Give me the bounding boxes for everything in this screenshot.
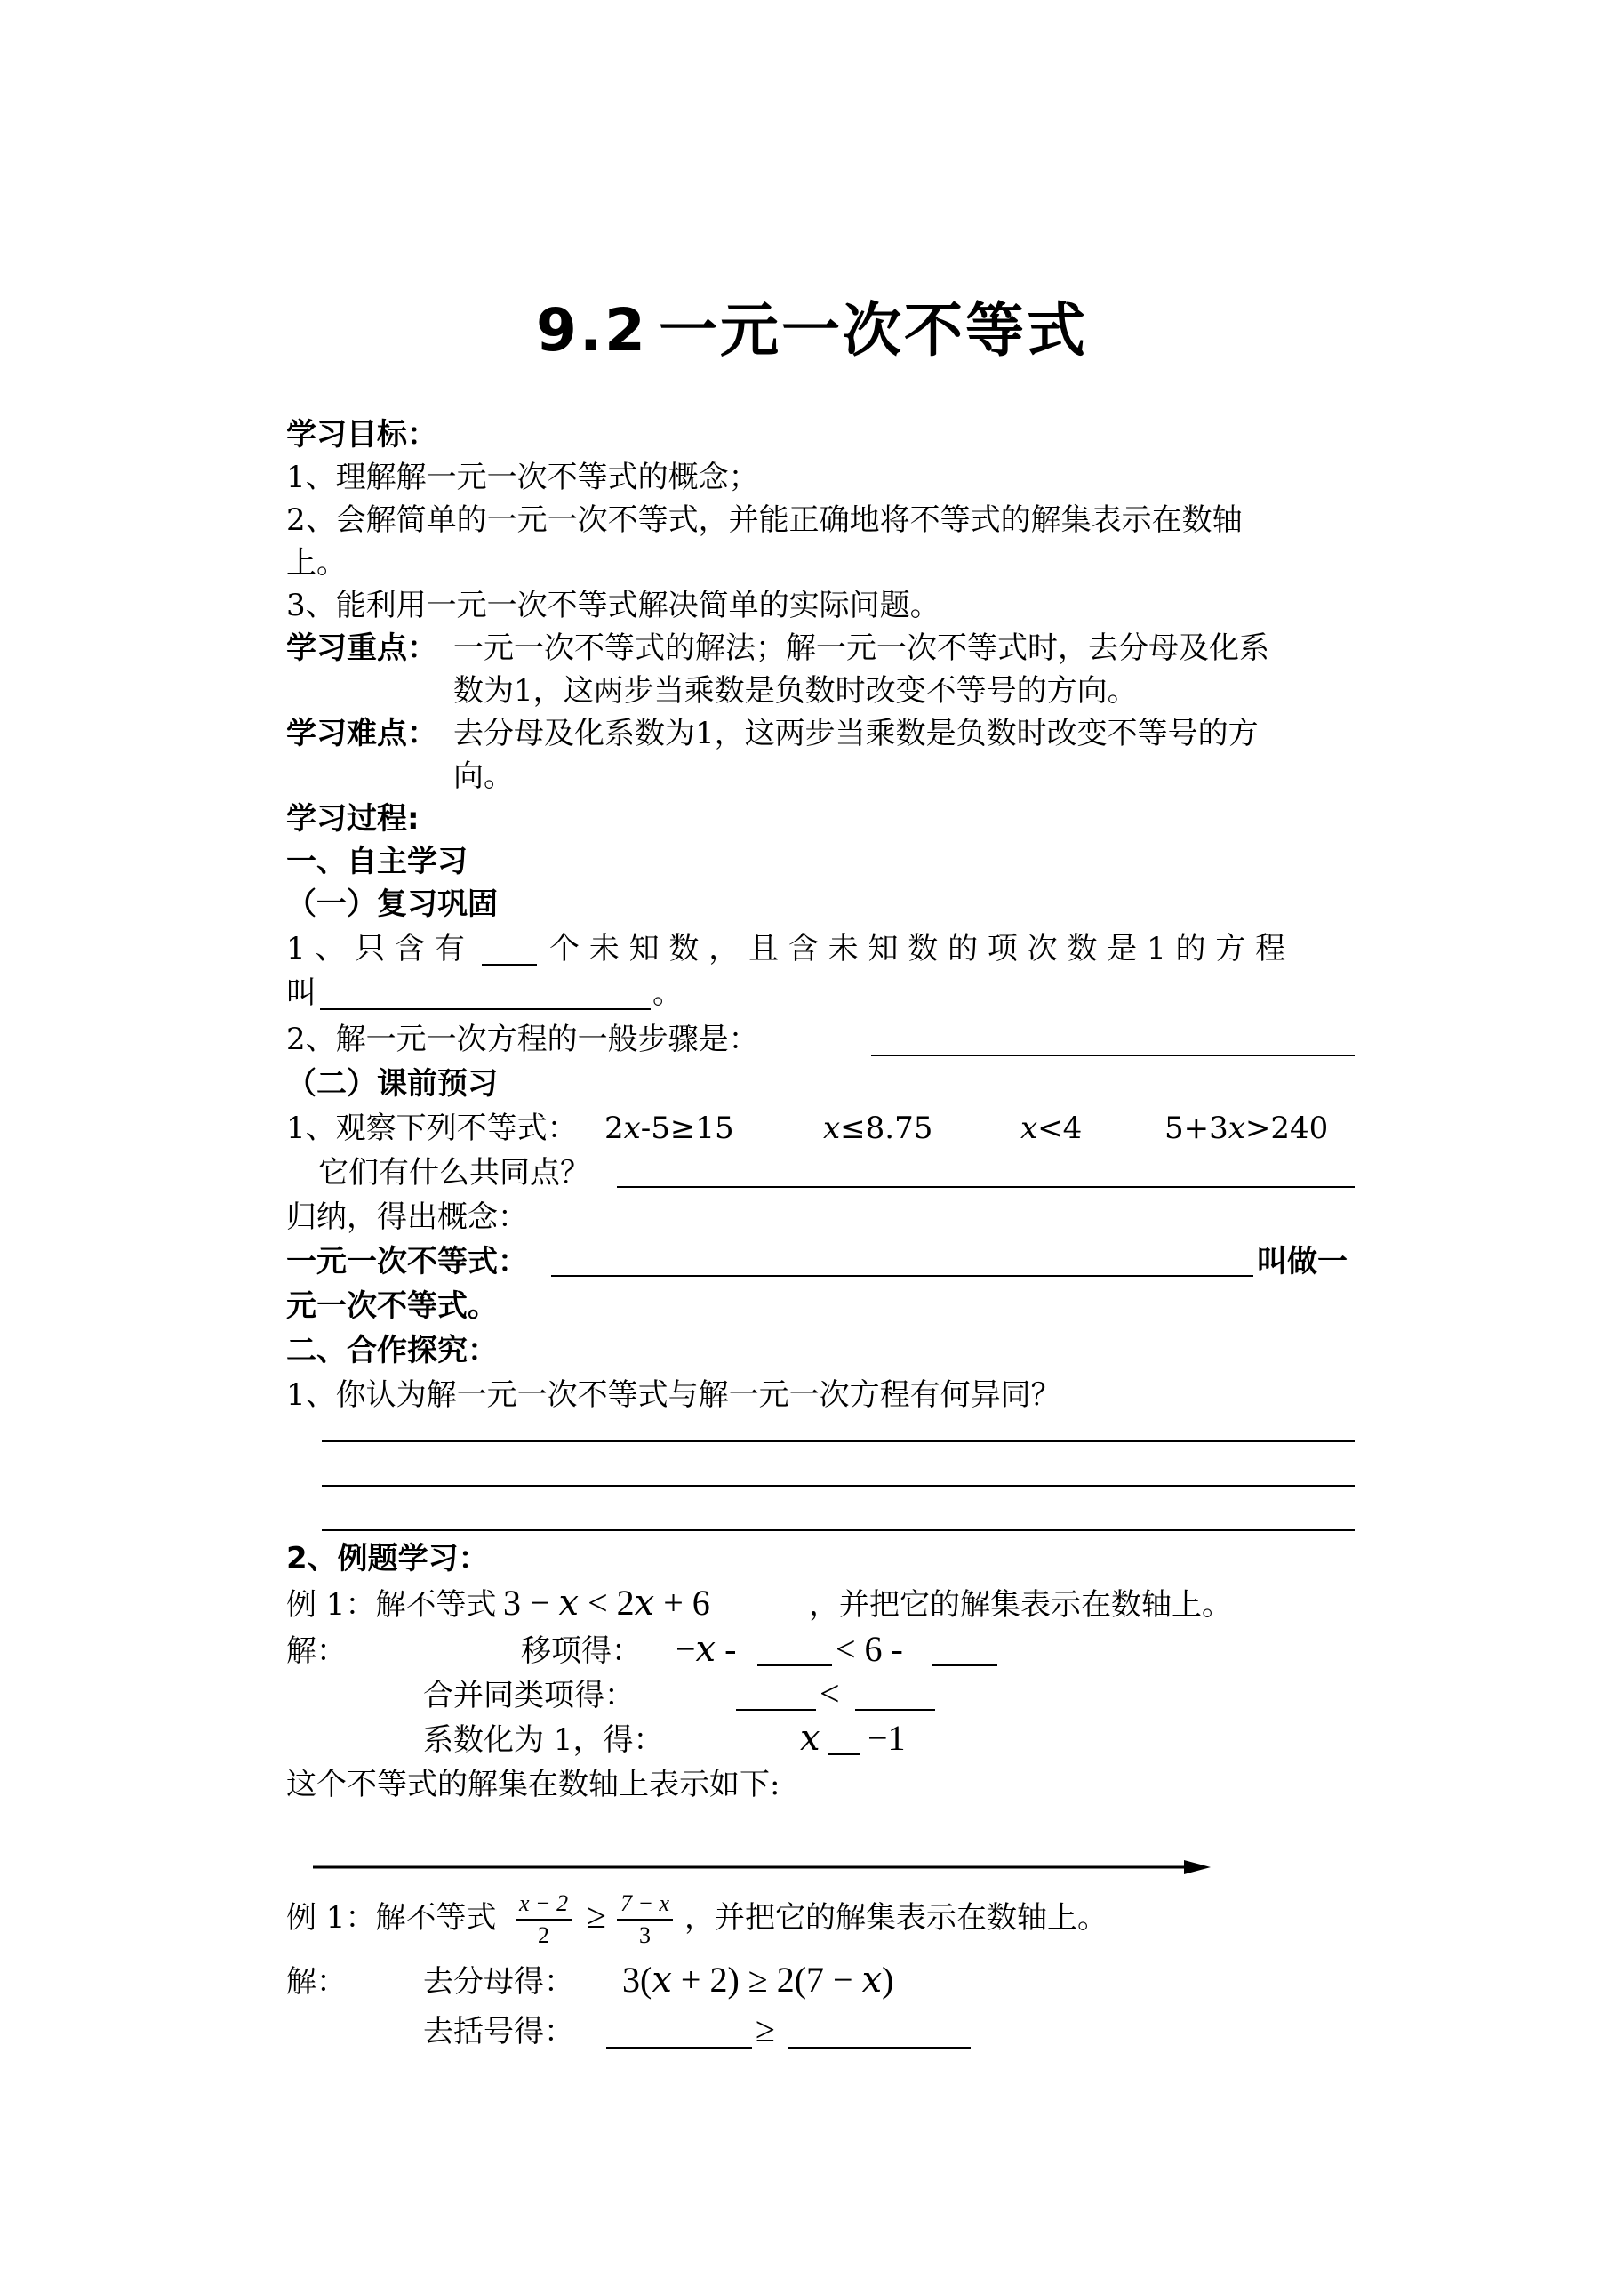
example1-prefix: 例 1：解不等式 — [286, 1587, 497, 1623]
step3-blank[interactable] — [828, 1753, 860, 1755]
fraction-numerator: 7 − x — [617, 1889, 673, 1921]
definition-tail: 叫做一 — [1257, 1244, 1348, 1279]
q1-start: 1 、 只 含 有 — [286, 931, 465, 967]
difficult-label: 学习难点： — [286, 716, 437, 751]
step1-rhs: < 6 - — [836, 1629, 903, 1669]
title-text: 一元一次不等式 — [658, 296, 1088, 365]
solution-label: 解： — [286, 1964, 347, 2000]
arrow-head-icon — [1184, 1860, 1211, 1874]
goal-item: 上。 — [286, 545, 347, 581]
goal-item: 2、会解简单的一元一次不等式，并能正确地将不等式的解集表示在数轴 — [286, 502, 1243, 538]
solution-label: 解： — [286, 1633, 347, 1669]
step-brackets-blank[interactable] — [788, 2047, 971, 2049]
inequality-1: 2𝑥-5≥15 — [604, 1111, 734, 1146]
common-question: 它们有什么共同点？ — [318, 1155, 590, 1191]
q1-blank-name[interactable] — [320, 1008, 651, 1010]
definition-label: 一元一次不等式： — [286, 1244, 528, 1279]
fraction-numerator: x − 2 — [516, 1889, 572, 1921]
step1-blank[interactable] — [932, 1664, 997, 1666]
step3-label: 系数化为 1，得： — [423, 1722, 664, 1758]
definition-blank[interactable] — [551, 1275, 1253, 1277]
q2-text: 2、解一元一次方程的一般步骤是： — [286, 1022, 759, 1057]
subsection-review: （一）复习巩固 — [286, 886, 498, 922]
answer-line[interactable] — [322, 1440, 1355, 1442]
goals-heading: 学习目标： — [286, 417, 437, 453]
q2-blank[interactable] — [871, 1055, 1355, 1056]
step2-label: 合并同类项得： — [423, 1678, 635, 1713]
goal-item: 1、理解解一元一次不等式的概念； — [286, 460, 759, 495]
examples-heading: 2、例题学习： — [286, 1541, 489, 1576]
step-brackets-blank[interactable] — [606, 2047, 752, 2049]
example2-prefix: 例 1：解不等式 — [286, 1900, 497, 1936]
axis-instruction: 这个不等式的解集在数轴上表示如下: — [286, 1767, 780, 1802]
step2-blank[interactable] — [855, 1709, 935, 1711]
common-blank[interactable] — [617, 1186, 1355, 1188]
example2-fraction-1 — [512, 1889, 575, 1951]
example1-suffix: ，并把它的解集表示在数轴上。 — [809, 1587, 1232, 1623]
section2-heading: 二、合作探究： — [286, 1333, 498, 1368]
q1-call: 叫 — [286, 975, 316, 1011]
step1-label: 移项得： — [521, 1633, 642, 1669]
key-label: 学习重点： — [286, 630, 437, 666]
q1-end: 。 — [652, 975, 683, 1011]
number-line — [313, 1849, 1212, 1885]
answer-line[interactable] — [322, 1529, 1355, 1531]
step2-blank[interactable] — [736, 1709, 816, 1711]
section-number: 9.2 — [536, 296, 648, 365]
answer-line[interactable] — [322, 1485, 1355, 1487]
step-brackets-sign: ≥ — [756, 2009, 775, 2049]
compare-question: 1、你认为解一元一次不等式与解一元一次方程有何异同？ — [286, 1377, 1061, 1413]
goal-item: 3、能利用一元一次不等式解决简单的实际问题。 — [286, 588, 940, 623]
section1-heading: 一、自主学习 — [286, 844, 468, 879]
inequality-3: 𝑥<4 — [1020, 1111, 1083, 1146]
definition-tail: 元一次不等式。 — [286, 1288, 498, 1324]
step-denominator-label: 去分母得： — [423, 1964, 574, 2000]
inequality-4: 5+3𝑥>240 — [1164, 1111, 1329, 1146]
fraction-denominator: 2 — [538, 1922, 550, 1948]
page-title — [0, 283, 1624, 367]
step-denominator-expression: 3(𝑥 + 2) ≥ 2(7 − 𝑥) — [622, 1960, 894, 2000]
example2-suffix: ，并把它的解集表示在数轴上。 — [684, 1900, 1108, 1936]
example2-sign: ≥ — [587, 1896, 606, 1936]
step3-rhs: −1 — [868, 1718, 906, 1758]
process-heading: 学习过程: — [286, 801, 420, 837]
step-brackets-label: 去括号得： — [423, 2014, 574, 2049]
q1-text: 个 未 知 数 ， 且 含 未 知 数 的 项 次 数 是 1 的 方 程 — [549, 931, 1286, 967]
key-text: 数为1，这两步当乘数是负数时改变不等号的方向。 — [453, 673, 1138, 709]
example1-expression: 3 − 𝑥 < 2𝑥 + 6 — [503, 1583, 710, 1623]
conclude-text: 归纳，得出概念： — [286, 1199, 528, 1235]
example2-fraction-2 — [613, 1889, 676, 1951]
difficult-text: 去分母及化系数为1，这两步当乘数是负数时改变不等号的方 — [453, 716, 1259, 751]
q1-blank-count[interactable] — [482, 964, 537, 966]
subsection-preview: （二）课前预习 — [286, 1066, 498, 1102]
observe-text: 1、观察下列不等式： — [286, 1111, 578, 1146]
difficult-text: 向。 — [453, 758, 514, 794]
step2-sign: < — [820, 1673, 840, 1713]
key-text: 一元一次不等式的解法；解一元一次不等式时，去分母及化系 — [453, 630, 1269, 666]
fraction-denominator: 3 — [639, 1922, 652, 1948]
step1-lhs: −𝑥 - — [676, 1629, 737, 1669]
step1-blank[interactable] — [757, 1664, 832, 1666]
step3-variable: 𝑥 — [800, 1718, 820, 1758]
inequality-2: 𝑥≤8.75 — [823, 1111, 933, 1146]
